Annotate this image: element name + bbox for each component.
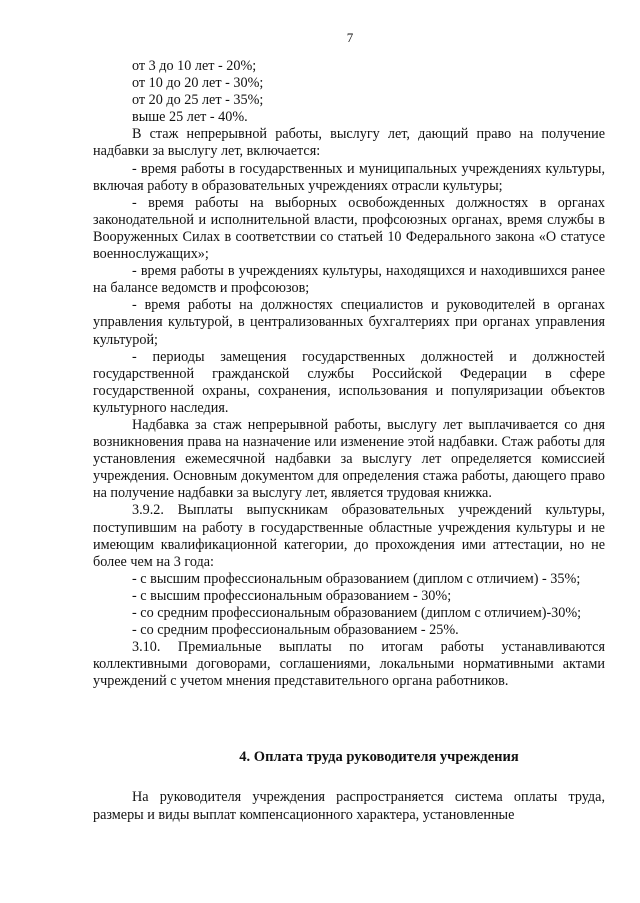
paragraph: Надбавка за стаж непрерывной работы, выслугу лет выплачивается со дня возникновения права на назначение или изменение этой надбавки. Стаж работы для установления ежемесячной надбавки за выслугу лет определяется комиссией учреждения. Основным документом для определения стажа работы, дающего право на получение надбавки за выслугу лет, является трудовая книжка. [93, 416, 605, 502]
document-body [93, 58, 605, 690]
list-item: - время работы на выборных освобожденных должностях в органах законодательной и исполнительной власти, профсоюзных органах, время службы в Вооруженных Силах в соответствии со статьей 10 Федерального закона «О статусе военнослужащих»; [93, 194, 605, 263]
range-line: выше 25 лет - 40%. [132, 109, 248, 126]
paragraph: На руководителя учреждения распространяется система оплаты труда, размеры и виды выплат компенсационного характера, установленные [93, 789, 605, 823]
paragraph: 3.10. Премиальные выплаты по итогам работы устанавливаются коллективными договорами, соглашениями, локальными нормативными актами учреждений с учетом мнения представительного органа работников. [93, 639, 605, 690]
range-line: от 20 до 25 лет - 35%; [132, 92, 264, 109]
paragraph: 3.9.2. Выплаты выпускникам образовательных учреждений культуры, поступившим на работу в государственные областные учреждения культуры и не имеющим квалификационной категории, до прохождения ими аттестации, но не более чем на 3 года: [93, 502, 605, 570]
list-item: - время работы на должностях специалистов и руководителей в органах управления культурой, в централизованных бухгалтериях при органах управления культурой; [93, 297, 605, 348]
page-number: 7 [346, 30, 354, 45]
list-item: - периоды замещения государственных должностей и должностей государственной гражданской службы Российской Федерации в сфере государственной охраны, сохранения, использования и популяризации объектов культурного наследия. [93, 348, 605, 416]
section-heading: 4. Оплата труда руководителя учреждения [239, 749, 519, 765]
range-line: от 10 до 20 лет - 30%; [132, 75, 264, 92]
section-body [93, 789, 605, 824]
rate-line: - с высшим профессиональным образованием (диплом с отличием) - 35%; [132, 570, 581, 587]
range-line: от 3 до 10 лет - 20%; [132, 58, 257, 74]
paragraph: В стаж непрерывной работы, выслугу лет, дающий право на получение надбавки за выслугу лет, включается: [93, 126, 605, 160]
list-item: - время работы в государственных и муниципальных учреждениях культуры, включая работу в образовательных учреждениях отрасли культуры; [93, 160, 605, 194]
rate-line: - с высшим профессиональным образованием - 30%; [132, 587, 452, 604]
rate-line: - со средним профессиональным образованием (диплом с отличием)-30%; [132, 605, 582, 621]
list-item: - время работы в учреждениях культуры, находящихся и находившихся ранее на балансе ведомств и профсоюзов; [93, 263, 605, 297]
rate-line: - со средним профессиональным образованием - 25%. [132, 622, 459, 639]
